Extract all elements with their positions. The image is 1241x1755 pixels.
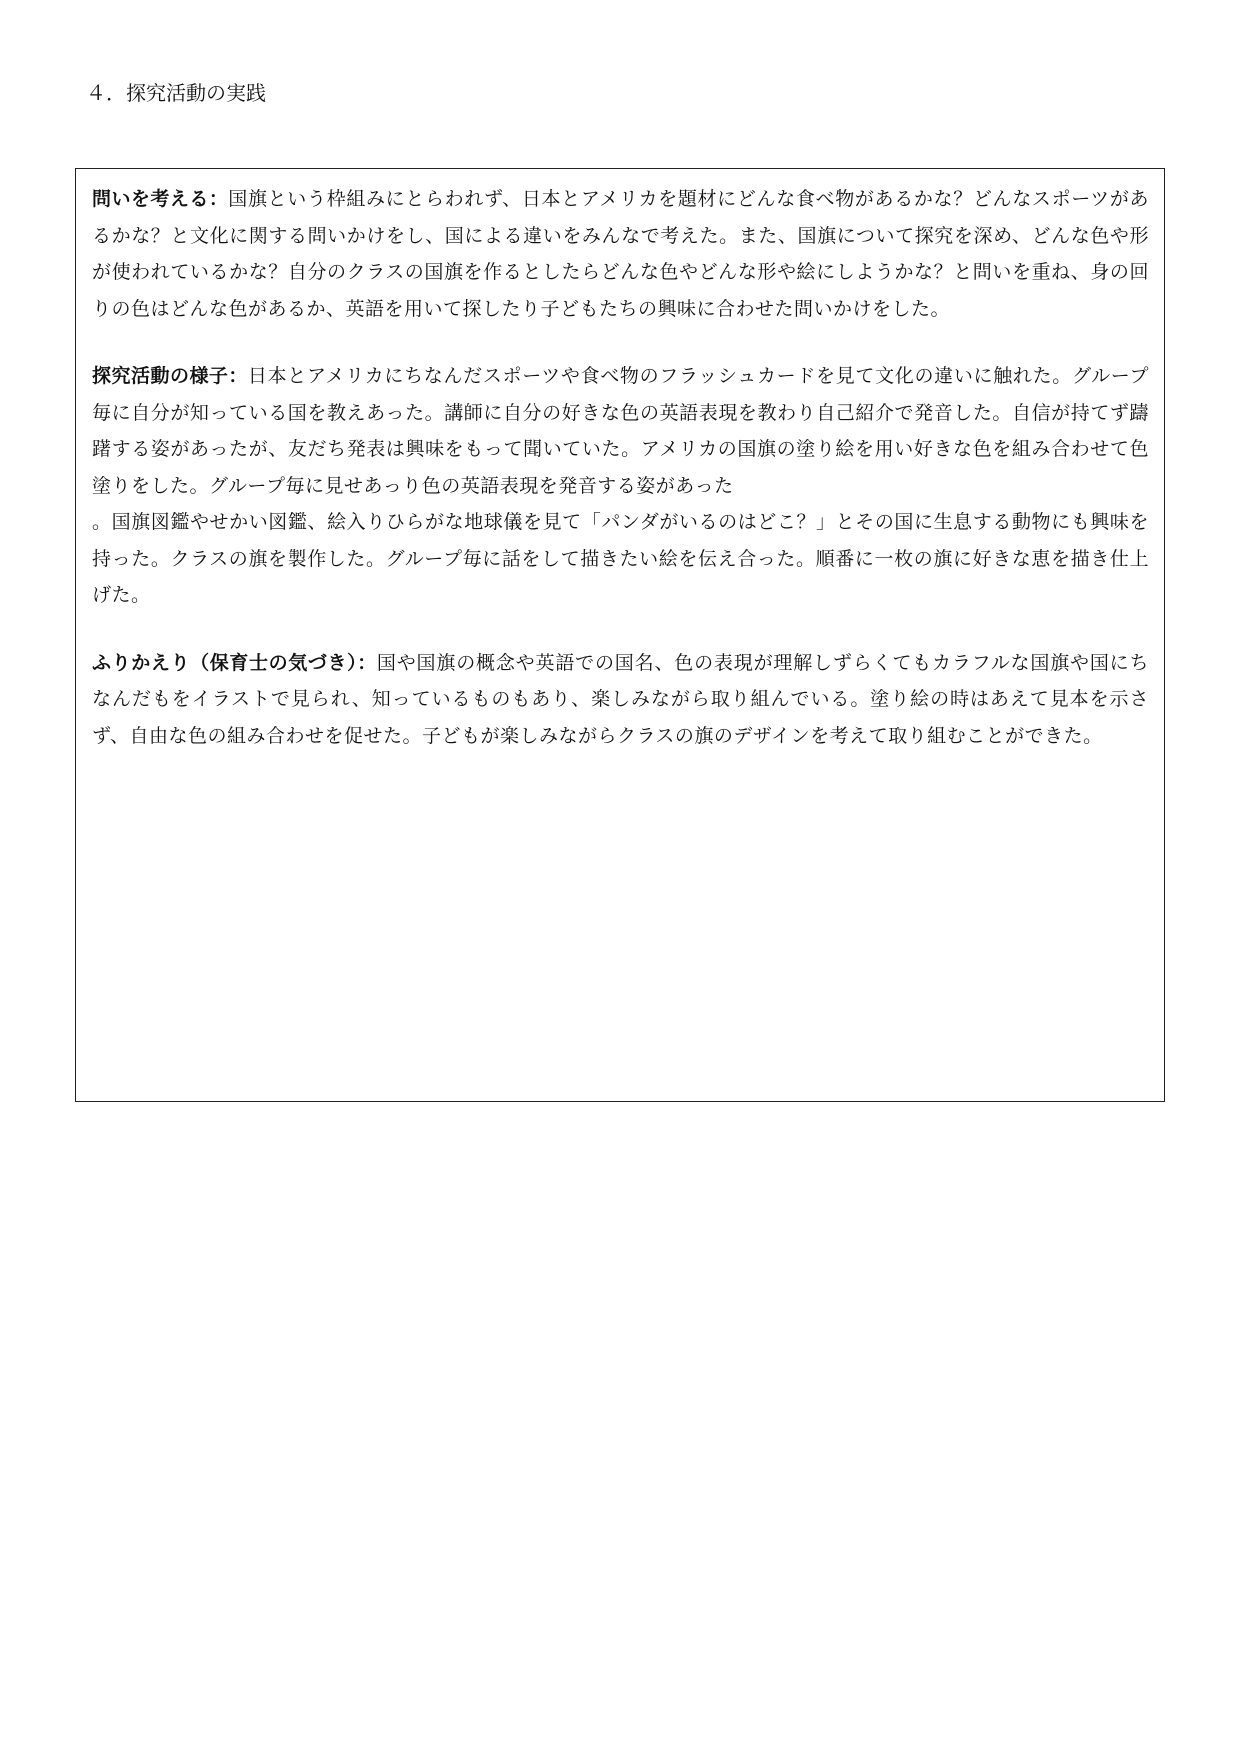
question-label: 問いを考える： [92,188,229,210]
question-block [92,181,1149,327]
reflection-label: ふりかえり（保育士の気づき）： [92,651,377,674]
reflection-block [92,645,1149,755]
activity-text-continued: 。国旗図鑑やせかい図鑑、絵入りひらがな地球儀を見て「パンダがいるのはどこ？」とその国に生息する動物にも興味を持った。クラスの旗を製作した。グループ毎に話をして描きたい絵を伝え合った。順番に一枚の旗に好きな恵を描き仕上げた。 [92,511,1149,606]
activity-label: 探究活動の様子： [92,365,248,387]
activity-block [92,358,1149,614]
reflection-text: 国や国旗の概念や英語での国名、色の表現が理解しずらくてもカラフルな国旗や国にちなんだもをイラストで見られ、知っているものもあり、楽しみながら取り組んでいる。塗り絵の時はあえて見本を示さず、自由な色の組み合わせを促せた。子どもが楽しみながらクラスの旗のデザインを考えて取り組むことができた。 [92,651,1149,747]
section-heading: ４．探究活動の実践 [86,81,266,105]
activity-text: 日本とアメリカにちなんだスポーツや食べ物のフラッシュカードを見て文化の違いに触れた。グループ毎に自分が知っている国を教えあった。講師に自分の好きな色の英語表現を教わり自己紹介で発音した。自信が持てず躊躇する姿があったが、友だち発表は興味をもって聞いていた。アメリカの国旗の塗り絵を用い好きな色を組み合わせて色塗りをした。グループ毎に見せあっり色の英語表現を発音する姿があった [92,365,1149,497]
question-text: 国旗という枠組みにとらわれず、日本とアメリカを題材にどんな食べ物があるかな？どんなスポーツがあるかな？と文化に関する問いかけをし、国による違いをみんなで考えた。また、国旗について探究を深め、どんな色や形が使われているかな？自分のクラスの国旗を作るとしたらどんな色やどんな形や絵にしようかな？と問いを重ね、身の回りの色はどんな色があるか、英語を用いて探したり子どもたちの興味に合わせた問いかけをした。 [92,188,1149,320]
practice-content-box [75,168,1165,1102]
